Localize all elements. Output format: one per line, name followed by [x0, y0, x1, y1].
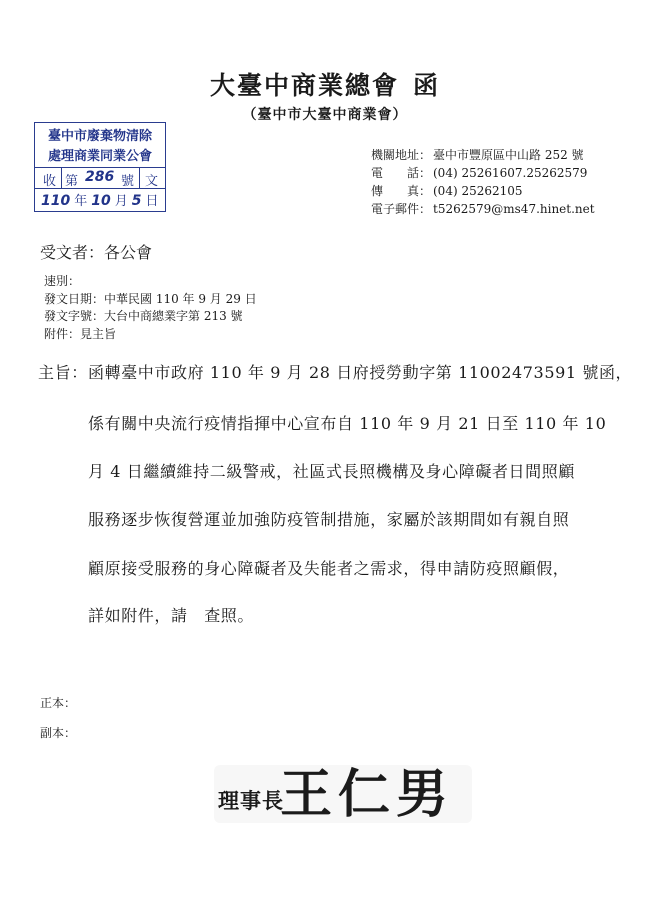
carbon-copy: 副本： [40, 726, 77, 740]
reference-number: 發文字號：大台中商總業字第 213 號 [44, 309, 243, 323]
recipient: 受文者：各公會 [40, 243, 153, 262]
subject-line: 顧原接受服務的身心障礙者及失能者之需求，得申請防疫照顧假， [88, 559, 570, 578]
org-name: 大臺中商業總會 [209, 71, 399, 100]
stamp-recv: 收 [43, 174, 57, 189]
received-stamp [34, 122, 166, 212]
stamp-date-row [41, 190, 165, 209]
stamp-month-unit: 月 [114, 194, 128, 209]
stamp-wen: 文 [145, 174, 159, 189]
stamp-day: 5 [131, 193, 142, 209]
subject-line: 函轉臺中市政府 110 年 9 月 28 日府授勞動字第 11002473591 號函， [88, 363, 633, 382]
contact-fax: 傳 真： (04) 25262105 [371, 184, 523, 198]
stamp-num-suffix: 號 [121, 174, 135, 189]
stamp-year-unit: 年 [74, 194, 88, 209]
doc-type: 函 [413, 71, 441, 100]
contact-address: 機關地址： 臺中市豐原區中山路 252 號 [371, 148, 584, 162]
subject-label: 主旨： [38, 363, 88, 382]
contact-phone: 電 話： (04) 25261607.25262579 [371, 166, 588, 180]
document-subtitle: （臺中市大臺中商業會） [242, 107, 408, 123]
stamp-year: 110 [41, 193, 71, 209]
stamp-num-prefix: 第 [65, 174, 79, 189]
stamp-num-value: 286 [85, 169, 115, 185]
contact-email: 電子郵件： t5262579@ms47.hinet.net [371, 202, 595, 216]
stamp-line-1: 臺中市廢棄物清除 [47, 129, 152, 144]
signature-name: 王仁男 [280, 765, 455, 825]
main-copy: 正本： [40, 696, 77, 710]
attachment: 附件：見主旨 [44, 327, 117, 341]
stamp-divider [139, 168, 140, 188]
signature-title: 理事長 [218, 788, 284, 813]
stamp-day-unit: 日 [145, 194, 159, 209]
subject-line: 詳如附件，請 查照。 [88, 606, 255, 625]
issue-date: 發文日期：中華民國 110 年 9 月 29 日 [44, 292, 257, 306]
stamp-month: 10 [91, 193, 111, 209]
stamp-number-row [35, 167, 165, 189]
subject-line: 係有關中央流行疫情指揮中心宣布自 110 年 9 月 21 日至 110 年 10 [88, 414, 607, 433]
subject-line: 服務逐步恢復營運並加強防疫管制措施，家屬於該期間如有親自照 [88, 510, 570, 529]
stamp-divider [61, 168, 62, 188]
document-title [0, 66, 650, 102]
stamp-line-2: 處理商業同業公會 [47, 149, 152, 164]
subject-line: 月 4 日繼續維持二級警戒，社區式長照機構及身心障礙者日間照顧 [88, 462, 575, 481]
speed-class: 速別： [44, 274, 81, 288]
